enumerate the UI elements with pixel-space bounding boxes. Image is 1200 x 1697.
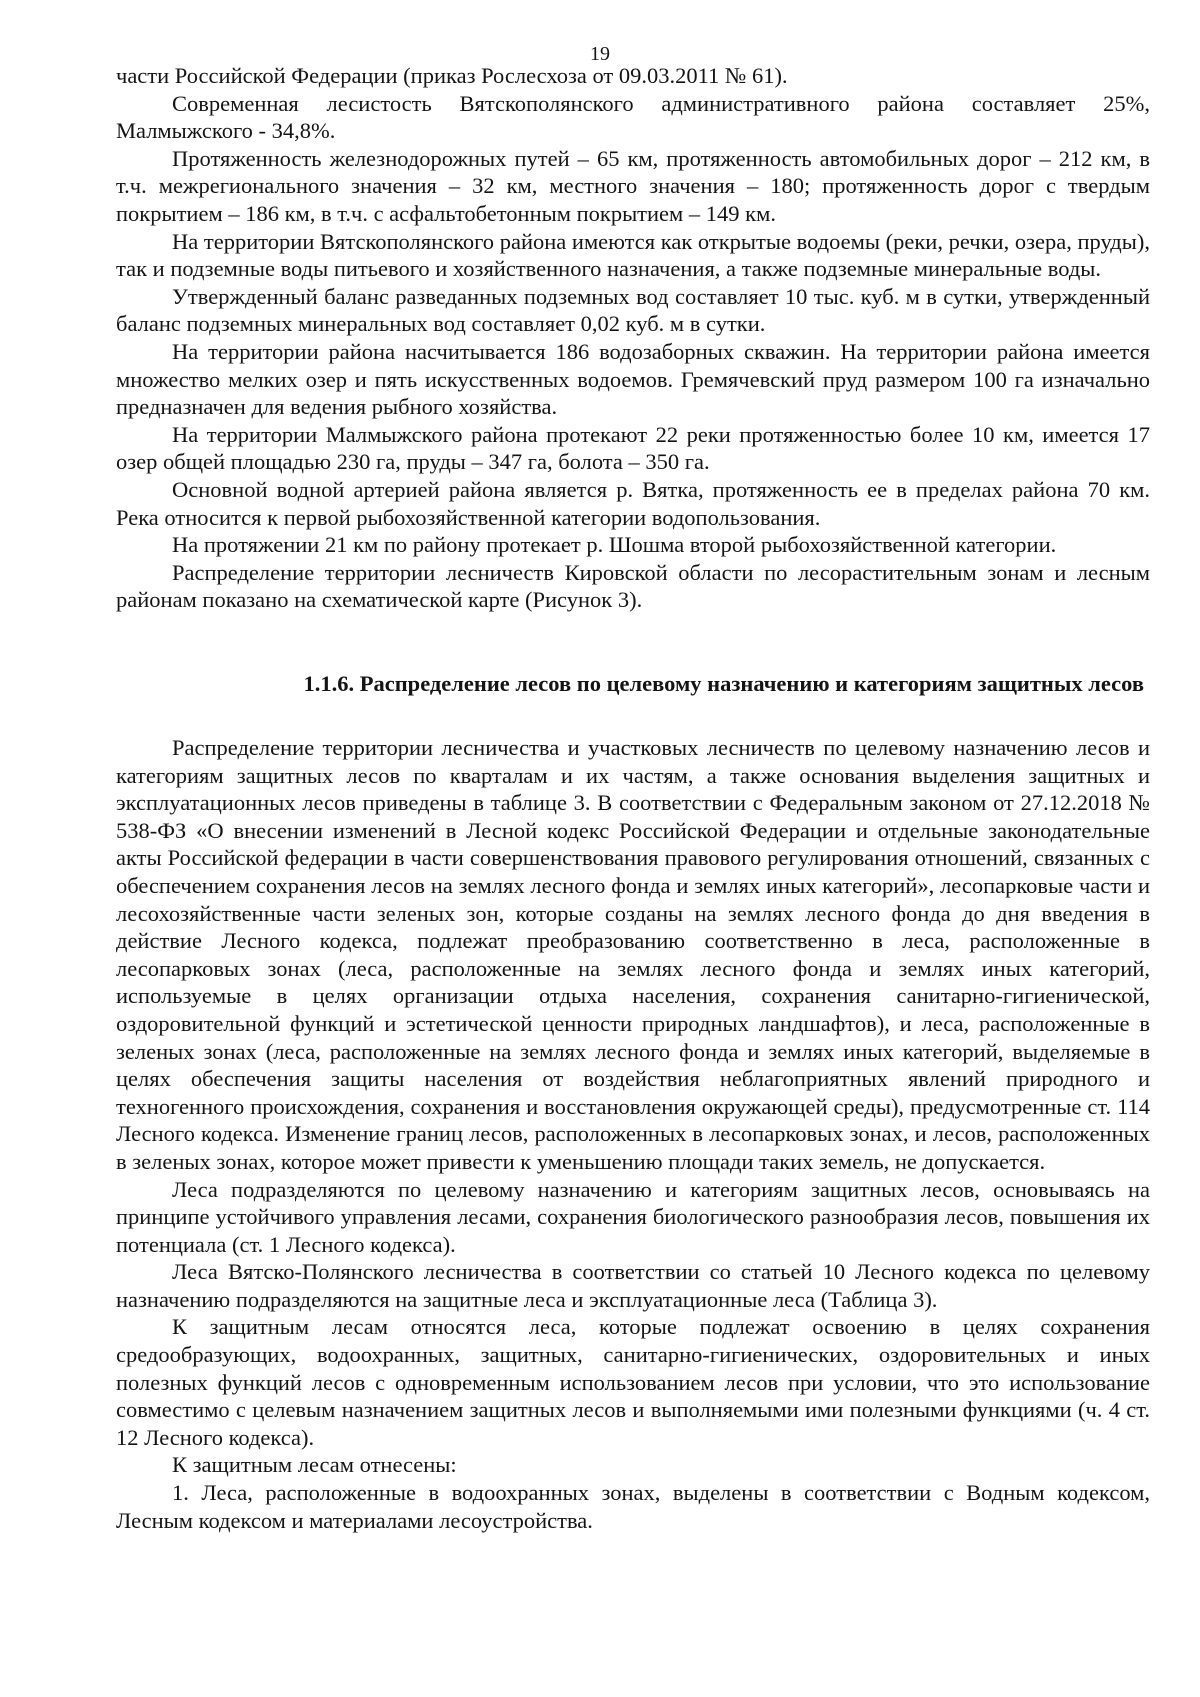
paragraph: Леса Вятско-Полянского лесничества в соответствии со статьей 10 Лесного кодекса по целевому назначению подразделяются на защитные леса и эксплуатационные леса (Таблица 3). [116,1259,1150,1312]
paragraph: К защитным лесам отнесены: [172,1452,457,1478]
paragraph: Протяженность железнодорожных путей – 65 км, протяженность автомобильных дорог – 212 км, в т.ч. межрегионального значения – 32 км, местного значения – 180; протяженность дорог с твердым покрытием – 186 км, в т.ч. с асфальтобетонным покрытием – 149 км. [116,145,1150,226]
paragraph: части Российской Федерации (приказ Рослесхоза от 09.03.2011 № 61). [116,63,788,88]
paragraph: Основной водной артерией района является р. Вятка, протяженность ее в пределах района 70 км. Река относится к первой рыбохозяйственной категории водопользования. [116,476,1150,530]
paragraph: Современная лесистость Вятскополянского административного района составляет 25%, Малмыжского - 34,8%. [116,90,1150,144]
paragraph: Распределение территории лесничеств Кировской области по лесорастительным зонам и лесным районам показано на схематической карте (Рисунок 3). [116,559,1150,613]
paragraph: На территории района насчитывается 186 водозаборных скважин. На территории района имеется множество мелких озер и пять искусственных водоемов. Гремячевский пруд размером 100 га изначально предназначен для ведения рыбного хозяйства. [116,338,1150,420]
section-heading: 1.1.6. Распределение лесов по целевому назначению и категориям защитных лесов [303,671,1144,696]
paragraph: Утвержденный баланс разведанных подземных вод составляет 10 тыс. куб. м в сутки, утвержденный баланс подземных минеральных вод составляет 0,02 куб. м в сутки. [116,283,1150,337]
paragraph: На протяжении 21 км по району протекает р. Шошма второй рыбохозяйственной категории. [172,532,1057,558]
paragraph: Распределение территории лесничества и участковых лесничеств по целевому назначению лесов и категориям защитных лесов по кварталам и их частям, а также основания выделения защитных и эксплуатационных лесов приведены в таблице 3. В соответствии с Федеральным законом от 27.12.2018 № 538-ФЗ «О внесении изменений в Лесной кодекс Российской Федерации и отдельные законодательные акты Российской федерации в части совершенствования правового регулирования отношений, связанных с обеспечением сохранения лесов на землях лесного фонда и землях иных категорий», лесопарковые части и лесохозяйственные части зеленых зон, которые созданы на землях лесного фонда до дня введения в действие Лесного кодекса, подлежат преобразованию соответственно в леса, расположенные в лесопарковых зонах (леса, расположенные на землях лесного фонда и землях иных категорий, используемые в целях организации отдыха населения, сохранения санитарно-гигиенической, оздоровительной функций и эстетической ценности природных ландшафтов), и леса, расположенные в зеленых зонах (леса, расположенные на землях лесного фонда и землях иных категорий, выделяемые в целях обеспечения защиты населения от воздействия неблагоприятных явлений природного и техногенного происхождения, сохранения и восстановления окружающей среды), предусмотренные ст. 114 Лесного кодекса. Изменение границ лесов, расположенных в лесопарковых зонах, и лесов, расположенных в зеленых зонах, которое может привести к уменьшению площади таких земель, не допускается. [116,735,1150,1174]
bottom-text-block [116,734,1150,1534]
paragraph: 1. Леса, расположенные в водоохранных зонах, выделены в соответствии с Водным кодексом, Лесным кодексом и материалами лесоустройства. [116,1480,1150,1533]
section-heading-block [116,670,1150,698]
paragraph: К защитным лесам относятся леса, которые подлежат освоению в целях сохранения средообразующих, водоохранных, защитных, санитарно-гигиенических, оздоровительных и иных полезных функций лесов с одновременным использованием лесов при условии, что это использование совместимо с целевым назначением защитных лесов и выполняемыми ими полезными функциями (ч. 4 ст. 12 Лесного кодекса). [116,1314,1150,1450]
paragraph: На территории Вятскополянского района имеются как открытые водоемы (реки, речки, озера, пруды), так и подземные воды питьевого и хозяйственного назначения, а также подземные минеральные воды. [116,228,1150,282]
page-number: 19 [590,43,610,65]
paragraph: Леса подразделяются по целевому назначению и категориям защитных лесов, основываясь на принципе устойчивого управления лесами, сохранения биологического разнообразия лесов, повышения их потенциала (ст. 1 Лесного кодекса). [116,1176,1150,1257]
top-text-block [116,62,1150,614]
paragraph: На территории Малмыжского района протекают 22 реки протяженностью более 10 км, имеется 17 озер общей площадью 230 га, пруды – 347 га, болота – 350 га. [116,421,1150,475]
